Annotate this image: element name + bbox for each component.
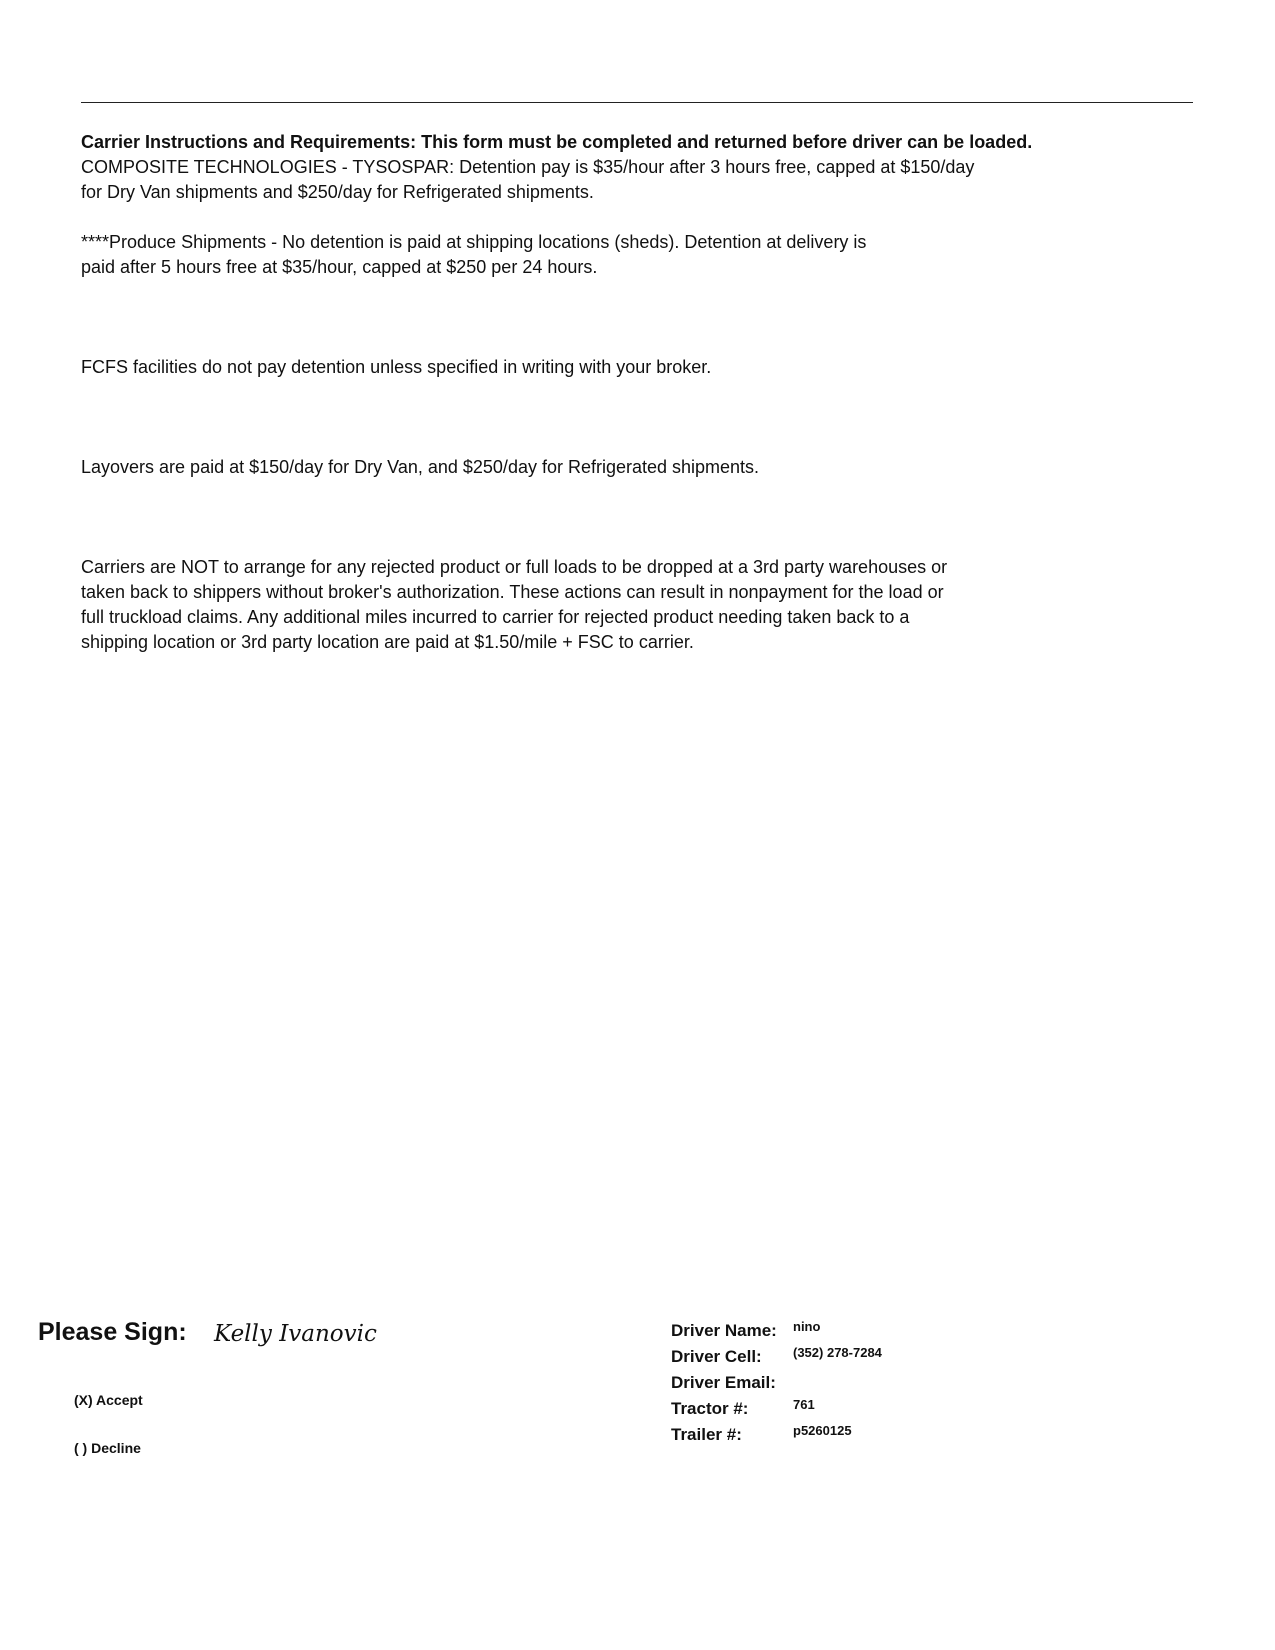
driver-name-row: [671, 1319, 821, 1347]
driver-name-value: nino: [793, 1319, 821, 1334]
layovers-note: Layovers are paid at $150/day for Dry Van, and $250/day for Refrigerated shipments.: [81, 457, 760, 477]
top-rule: [81, 102, 1193, 103]
driver-name-label: Driver Name:: [671, 1321, 777, 1340]
carriers-line-3: full truckload claims. Any additional miles incurred to carrier for rejected product needing taken back to a: [81, 607, 910, 627]
carriers-line-1: Carriers are NOT to arrange for any rejected product or full loads to be dropped at a 3rd party warehouses or: [81, 557, 948, 577]
produce-line-1: ****Produce Shipments - No detention is paid at shipping locations (sheds). Detention at delivery is: [81, 232, 867, 252]
carriers-line-2: taken back to shippers without broker's authorization. These actions can result in nonpayment for the load or: [81, 582, 944, 602]
instructions-heading: Carrier Instructions and Requirements: This form must be completed and returned before driver can be loaded.: [81, 132, 1033, 152]
carrier-instructions: [81, 130, 1231, 655]
driver-cell-label: Driver Cell:: [671, 1347, 762, 1366]
trailer-row: [671, 1423, 852, 1451]
accept-option[interactable]: (X) Accept: [74, 1392, 143, 1408]
decline-option[interactable]: ( ) Decline: [74, 1440, 141, 1456]
tractor-value: 761: [793, 1397, 815, 1412]
driver-cell-row: [671, 1345, 882, 1373]
tractor-row: [671, 1397, 815, 1425]
driver-info: [671, 1319, 882, 1451]
produce-line-2: paid after 5 hours free at $35/hour, capped at $250 per 24 hours.: [81, 257, 598, 277]
carriers-line-4: shipping location or 3rd party location are paid at $1.50/mile + FSC to carrier.: [81, 632, 694, 652]
signature-name: Kelly Ivanovic: [214, 1321, 377, 1347]
driver-email-label: Driver Email:: [671, 1373, 776, 1392]
trailer-label: Trailer #:: [671, 1425, 742, 1444]
driver-cell-value: (352) 278-7284: [793, 1345, 882, 1360]
signature-block: [38, 1318, 377, 1347]
fcfs-note: FCFS facilities do not pay detention unless specified in writing with your broker.: [81, 357, 712, 377]
please-sign-label: Please Sign:: [38, 1318, 187, 1346]
detention-line-2: for Dry Van shipments and $250/day for Refrigerated shipments.: [81, 182, 594, 202]
detention-line-1: COMPOSITE TECHNOLOGIES - TYSOSPAR: Detention pay is $35/hour after 3 hours free, capped at $150/day: [81, 157, 975, 177]
trailer-value: p5260125: [793, 1423, 852, 1438]
tractor-label: Tractor #:: [671, 1399, 749, 1418]
driver-email-row: [671, 1373, 777, 1399]
